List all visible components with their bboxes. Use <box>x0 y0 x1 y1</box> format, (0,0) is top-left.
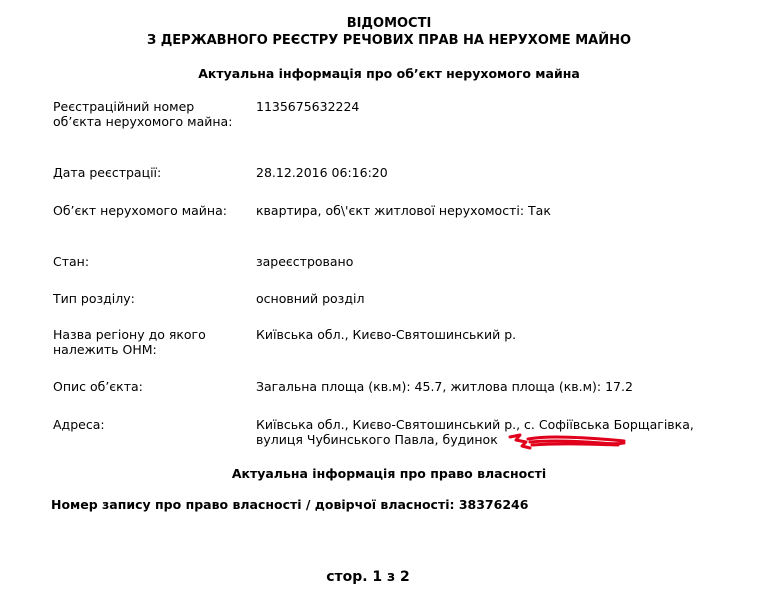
property-section-heading: Актуальна інформація про об’єкт нерухомого майна <box>198 66 580 81</box>
ownership-section-heading: Актуальна інформація про право власності <box>231 466 547 481</box>
field-label: Реєстраційний номер об’єкта нерухомого майна: <box>53 99 233 129</box>
field-value: Загальна площа (кв.м): 45.7, житлова площа (кв.м): 17.2 <box>256 379 633 394</box>
field-label: Назва регіону до якого належить ОНМ: <box>53 327 206 357</box>
field-label: Опис об’єкта: <box>53 379 143 394</box>
document-subtitle: З ДЕРЖАВНОГО РЕЄСТРУ РЕЧОВИХ ПРАВ НА НЕРУХОМЕ МАЙНО <box>146 33 632 48</box>
document-title: ВІДОМОСТІ <box>346 16 432 31</box>
field-value: Київська обл., Києво-Святошинський р. <box>256 327 517 342</box>
field-label: Дата реєстрації: <box>53 165 162 180</box>
field-value: 1135675632224 <box>256 99 360 114</box>
field-value: Київська обл., Києво-Святошинський р., с. Софіївська Борщагівка, вулиця Чубинського Павла, будинок <box>256 417 694 447</box>
redaction-scribble <box>506 426 630 452</box>
field-label: Тип розділу: <box>53 291 135 306</box>
field-label: Стан: <box>53 254 90 269</box>
field-label: Адреса: <box>53 417 105 432</box>
ownership-record-number: Номер запису про право власності / довірчої власності: 38376246 <box>51 497 529 512</box>
field-label: Об’єкт нерухомого майна: <box>53 203 227 218</box>
field-value: квартира, об\'єкт житлової нерухомості: Так <box>256 203 551 218</box>
page-indicator: стор. 1 з 2 <box>326 569 410 585</box>
field-value: 28.12.2016 06:16:20 <box>256 165 388 180</box>
field-value: основний розділ <box>256 291 365 306</box>
field-value: зареєстровано <box>256 254 354 269</box>
